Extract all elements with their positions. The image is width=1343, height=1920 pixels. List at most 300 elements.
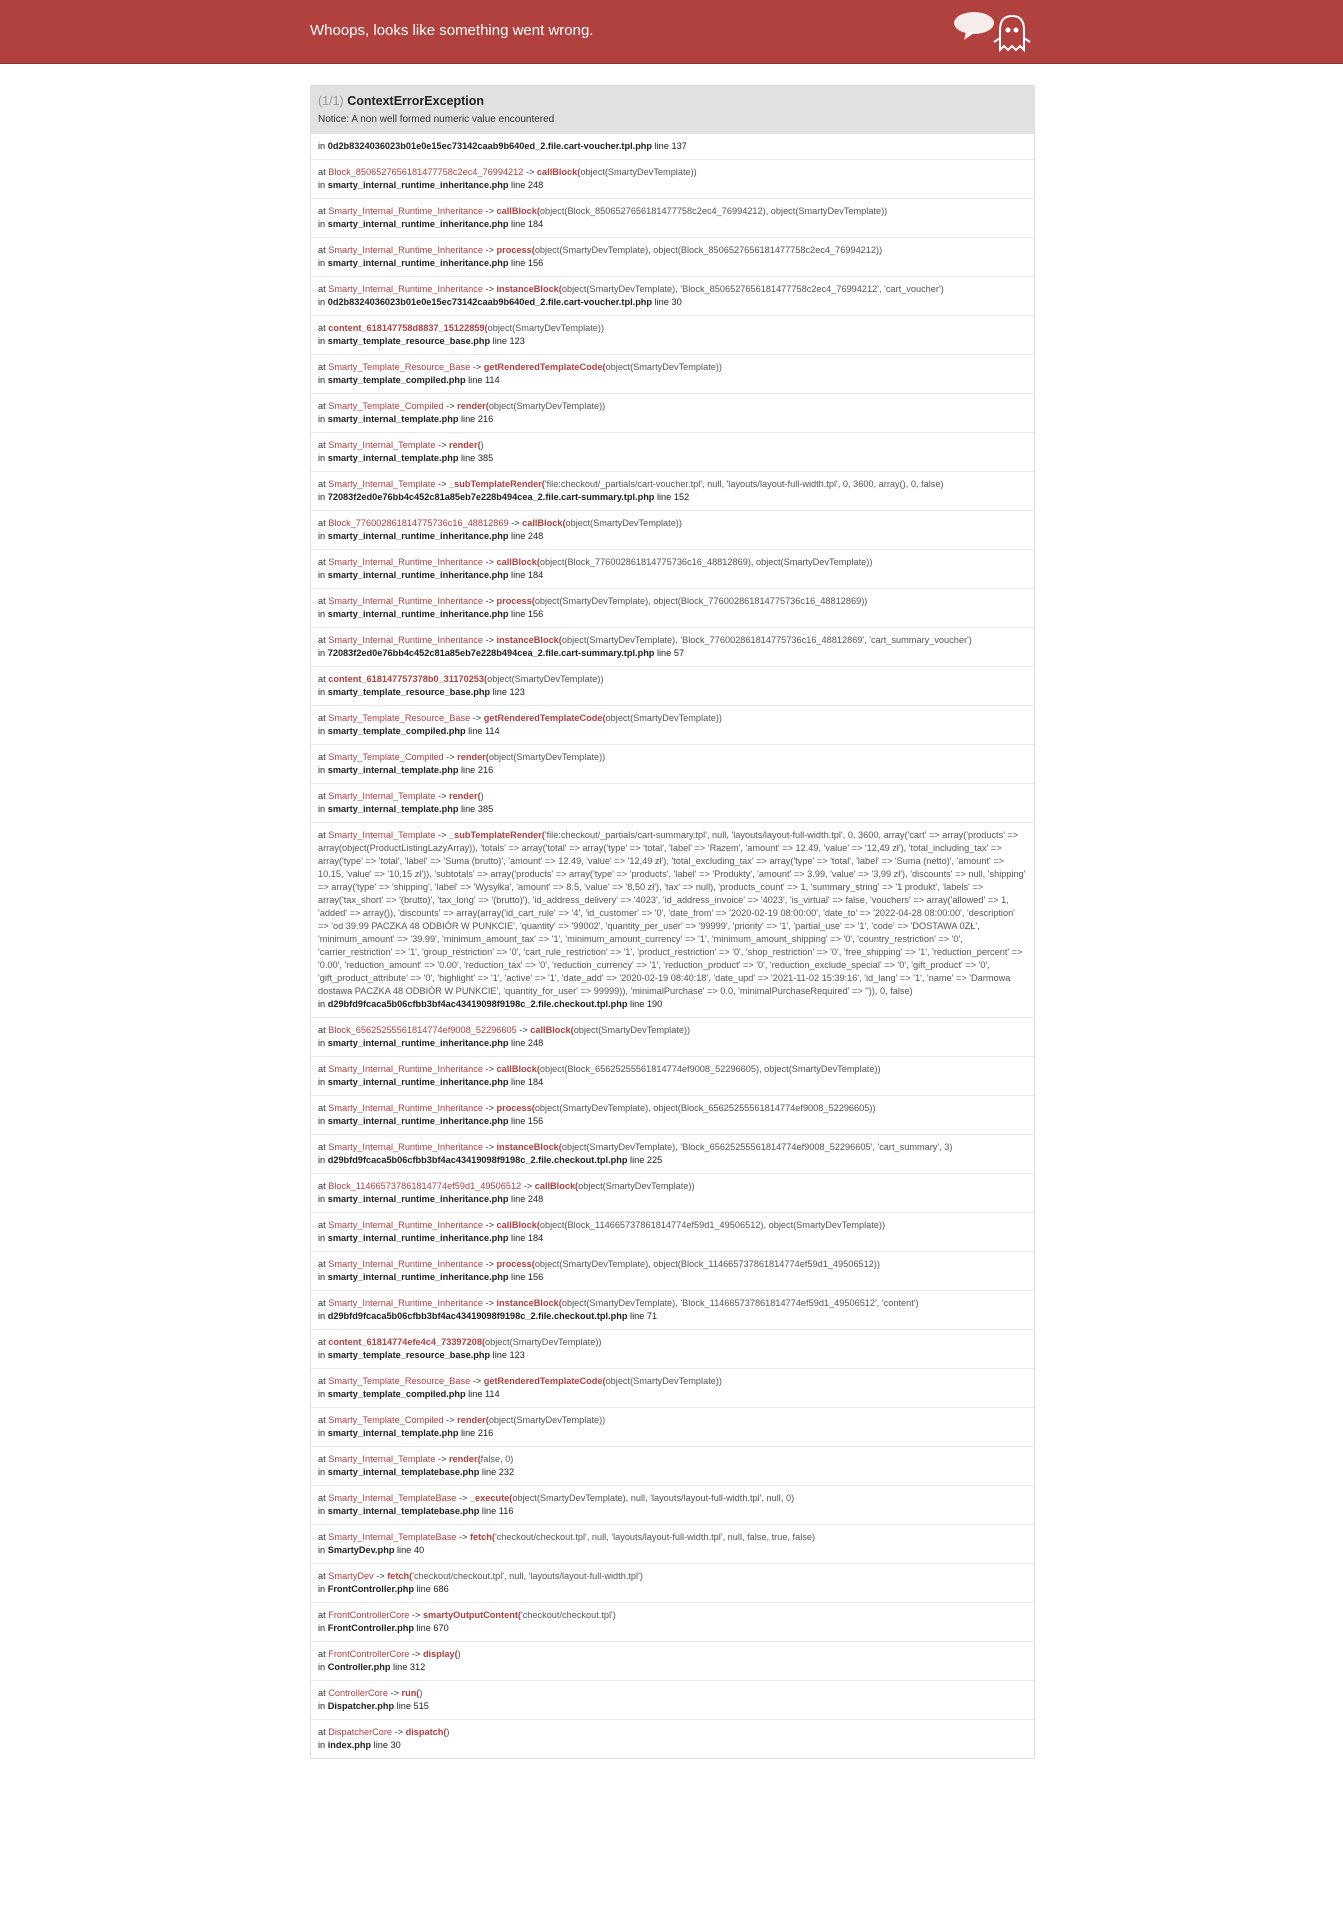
frame-function-link[interactable]: _execute(	[469, 1493, 513, 1503]
frame-class-link[interactable]: Smarty_Internal_Runtime_Inheritance	[328, 1220, 483, 1230]
frame-class-link[interactable]: Smarty_Internal_Runtime_Inheritance	[328, 1298, 483, 1308]
frame-call	[318, 1414, 1027, 1427]
frame-operator: ->	[443, 1415, 458, 1425]
stack-frame	[311, 1095, 1034, 1134]
frame-line-label: line	[508, 1077, 528, 1087]
frame-args: object(Block_776002861814775736c16_48812869), object(SmartyDevTemplate))	[539, 557, 873, 567]
frame-file: smarty_template_resource_base.php	[327, 1350, 491, 1360]
frame-location	[318, 1739, 1027, 1752]
frame-line-number: 184	[527, 1077, 544, 1087]
frame-line-label: line	[508, 1038, 528, 1048]
frame-location	[318, 647, 1027, 660]
frame-in-label: in	[318, 1506, 328, 1516]
frame-class-link[interactable]: Smarty_Internal_TemplateBase	[328, 1532, 457, 1542]
exception-panel	[310, 85, 1035, 1759]
frame-file: smarty_internal_runtime_inheritance.php	[327, 1077, 509, 1087]
frame-line-label: line	[465, 726, 485, 736]
frame-function-link[interactable]: render(	[457, 1415, 489, 1425]
frame-function-link[interactable]: getRenderedTemplateCode(	[483, 1376, 606, 1386]
frame-at: at	[318, 440, 329, 450]
frame-file: d29bfd9fcaca5b06cfbb3bf4ac43419098f9198c_2.file.checkout.tpl.php	[327, 1155, 628, 1165]
stack-frame	[311, 1485, 1034, 1524]
frame-line-number: 216	[477, 1428, 494, 1438]
frame-function-link[interactable]: dispatch(	[405, 1727, 447, 1737]
frame-class-link[interactable]: Smarty_Internal_Template	[328, 479, 436, 489]
stack-frame	[311, 237, 1034, 276]
frame-function-link[interactable]: content_618147758d8837_15122859(	[328, 323, 488, 333]
frame-args: object(SmartyDevTemplate), 'Block_8506527656181477758c2ec4_76994212', 'cart_voucher')	[561, 284, 944, 294]
frame-in-label: in	[318, 1311, 328, 1321]
frame-file: 72083f2ed0e76bb4c452c81a85eb7e228b494cea_2.file.cart-summary.tpl.php	[327, 492, 655, 502]
frame-at: at	[318, 1220, 329, 1230]
frame-operator: ->	[482, 284, 497, 294]
frame-line-number: 248	[527, 1038, 544, 1048]
frame-file: smarty_internal_runtime_inheritance.php	[327, 1116, 509, 1126]
frame-function-link[interactable]: render(	[449, 791, 481, 801]
frame-class-link[interactable]: Block_114665737861814774ef59d1_49506512	[328, 1181, 522, 1191]
frame-line-number: 116	[498, 1506, 514, 1516]
frame-call	[318, 439, 1027, 452]
frame-class-link[interactable]: Smarty_Template_Resource_Base	[328, 362, 471, 372]
frame-location	[318, 1505, 1027, 1518]
frame-class-link[interactable]: Block_65625255561814774ef9008_52296605	[328, 1025, 517, 1035]
frame-in-label: in	[318, 648, 328, 658]
frame-line-label: line	[479, 1506, 499, 1516]
frame-in-label: in	[318, 453, 328, 463]
frame-args: object(SmartyDevTemplate), 'Block_776002861814775736c16_48812869', 'cart_summary_voucher')	[561, 635, 972, 645]
frame-file: smarty_internal_runtime_inheritance.php	[327, 531, 509, 541]
frame-operator: ->	[508, 518, 523, 528]
frame-file: smarty_internal_runtime_inheritance.php	[327, 258, 509, 268]
frame-line-label: line	[508, 1116, 528, 1126]
frame-file: d29bfd9fcaca5b06cfbb3bf4ac43419098f9198c_2.file.checkout.tpl.php	[327, 999, 628, 1009]
frame-at: at	[318, 1454, 329, 1464]
frame-call	[318, 829, 1027, 998]
frame-file: smarty_internal_template.php	[327, 414, 459, 424]
frame-function-link[interactable]: _subTemplateRender(	[449, 830, 545, 840]
frame-at: at	[318, 1376, 329, 1386]
frame-at: at	[318, 1025, 329, 1035]
frame-in-label: in	[318, 258, 328, 268]
frame-file: 72083f2ed0e76bb4c452c81a85eb7e228b494cea_2.file.cart-summary.tpl.php	[327, 648, 655, 658]
frame-call	[318, 1726, 1027, 1739]
frame-class-link[interactable]: Smarty_Internal_Runtime_Inheritance	[328, 1142, 483, 1152]
frame-at: at	[318, 635, 329, 645]
frame-at: at	[318, 1181, 329, 1191]
frame-line-label: line	[654, 492, 674, 502]
frame-in-label: in	[318, 726, 328, 736]
frame-file: FrontController.php	[327, 1584, 414, 1594]
frame-args: )	[480, 440, 484, 450]
frame-function-link[interactable]: render(	[457, 401, 489, 411]
frame-class-link[interactable]: Smarty_Internal_Runtime_Inheritance	[328, 206, 483, 216]
frame-function-link[interactable]: render(	[457, 752, 489, 762]
frame-class-link[interactable]: Smarty_Internal_Runtime_Inheritance	[328, 245, 483, 255]
frame-args: object(SmartyDevTemplate), 'Block_65625255561814774ef9008_52296605', 'cart_summary', 3)	[561, 1142, 953, 1152]
frame-class-link[interactable]: Smarty_Internal_Runtime_Inheritance	[328, 596, 483, 606]
frame-call	[318, 1492, 1027, 1505]
frame-location	[318, 803, 1027, 816]
frame-in-label: in	[318, 1233, 328, 1243]
stack-frame	[311, 822, 1034, 1017]
frame-line-number: 152	[673, 492, 690, 502]
frame-function-link[interactable]: _subTemplateRender(	[449, 479, 545, 489]
stack-frame	[311, 1329, 1034, 1368]
frame-at: at	[318, 323, 329, 333]
frame-class-link[interactable]: Smarty_Internal_Runtime_Inheritance	[328, 1103, 483, 1113]
frame-function-link[interactable]: smartyOutputContent(	[422, 1610, 521, 1620]
frame-at: at	[318, 479, 329, 489]
frame-call	[318, 1648, 1027, 1661]
stack-frame	[311, 393, 1034, 432]
frame-function-link[interactable]: process(	[496, 596, 535, 606]
stack-frame	[311, 1056, 1034, 1095]
frame-function-link[interactable]: instanceBlock(	[496, 635, 562, 645]
frame-class-link[interactable]: Smarty_Internal_Runtime_Inheritance	[328, 1064, 483, 1074]
frame-in-label: in	[318, 375, 328, 385]
frame-location	[318, 1427, 1027, 1440]
frame-operator: ->	[523, 167, 537, 177]
frame-line-number: 686	[433, 1584, 449, 1594]
frame-line-label: line	[627, 1155, 647, 1165]
frame-location	[318, 1622, 1027, 1635]
frame-operator: ->	[435, 1454, 449, 1464]
frame-line-number: 190	[646, 999, 663, 1009]
frame-in-label: in	[318, 765, 328, 775]
frame-file: smarty_internal_runtime_inheritance.php	[327, 1194, 509, 1204]
frame-location	[318, 1583, 1027, 1596]
exception-count: (1/1)	[318, 94, 344, 108]
frame-operator: ->	[482, 245, 497, 255]
frame-call	[318, 283, 1027, 296]
frame-call	[318, 556, 1027, 569]
stack-frame	[311, 315, 1034, 354]
frame-operator: ->	[482, 1142, 497, 1152]
frame-operator: ->	[409, 1649, 423, 1659]
frame-location	[318, 1271, 1027, 1284]
frame-call	[318, 790, 1027, 803]
frame-line-label: line	[465, 375, 485, 385]
frame-function-link[interactable]: callBlock(	[496, 1064, 540, 1074]
stack-frame	[311, 276, 1034, 315]
frame-at: at	[318, 1649, 329, 1659]
frame-args: object(SmartyDevTemplate))	[488, 401, 606, 411]
frame-class-link[interactable]: Smarty_Template_Resource_Base	[328, 1376, 471, 1386]
frame-line-label: line	[627, 1311, 647, 1321]
frame-call	[318, 1375, 1027, 1388]
frame-line-label: line	[508, 1272, 528, 1282]
frame-function-link[interactable]: render(	[449, 1454, 481, 1464]
frame-in-label: in	[318, 1272, 328, 1282]
frame-line-number: 156	[527, 609, 544, 619]
frame-args: object(SmartyDevTemplate), object(Block_65625255561814774ef9008_52296605))	[534, 1103, 876, 1113]
frame-args: object(SmartyDevTemplate), null, 'layouts/layout-full-width.tpl', null, 0)	[512, 1493, 795, 1503]
frame-call	[318, 634, 1027, 647]
frame-class-link[interactable]: FrontControllerCore	[328, 1649, 410, 1659]
frame-location	[318, 257, 1027, 270]
frame-line-label: line	[490, 687, 510, 697]
frame-function-link[interactable]: instanceBlock(	[496, 284, 562, 294]
frame-location	[318, 1544, 1027, 1557]
stack-frame	[311, 1524, 1034, 1563]
frame-location	[318, 1193, 1027, 1206]
frame-args: object(SmartyDevTemplate), object(Block_776002861814775736c16_48812869))	[534, 596, 868, 606]
frame-class-link[interactable]: Smarty_Internal_Runtime_Inheritance	[328, 557, 483, 567]
frame-function-link[interactable]: callBlock(	[536, 167, 581, 177]
stack-trace	[311, 134, 1034, 1758]
frame-function-link[interactable]: content_61814774efe4c4_73397208(	[328, 1337, 486, 1347]
frame-location	[318, 218, 1027, 231]
frame-class-link[interactable]: Smarty_Internal_Runtime_Inheritance	[328, 1259, 483, 1269]
frame-operator: ->	[482, 1298, 497, 1308]
frame-operator: ->	[435, 440, 449, 450]
stack-frame	[311, 1602, 1034, 1641]
frame-line-number: 156	[527, 258, 544, 268]
frame-call	[318, 1258, 1027, 1271]
frame-call	[318, 517, 1027, 530]
frame-function-link[interactable]: instanceBlock(	[496, 1298, 562, 1308]
frame-line-number: 225	[646, 1155, 663, 1165]
frame-location	[318, 1349, 1027, 1362]
frame-function-link[interactable]: getRenderedTemplateCode(	[483, 713, 606, 723]
frame-function-link[interactable]: render(	[449, 440, 481, 450]
frame-line-label: line	[394, 1545, 414, 1555]
frame-args: object(SmartyDevTemplate))	[573, 1025, 691, 1035]
frame-args: object(SmartyDevTemplate))	[565, 518, 682, 528]
frame-function-link[interactable]: fetch(	[387, 1571, 413, 1581]
frame-line-label: line	[627, 999, 647, 1009]
frame-location	[318, 1700, 1027, 1713]
frame-location	[318, 764, 1027, 777]
frame-operator: ->	[443, 401, 458, 411]
frame-in-label: in	[318, 1584, 328, 1594]
stack-frame	[311, 354, 1034, 393]
frame-function-link[interactable]: fetch(	[469, 1532, 495, 1542]
frame-line-number: 385	[477, 804, 494, 814]
frame-at: at	[318, 1688, 329, 1698]
frame-location	[318, 374, 1027, 387]
stack-frame	[311, 432, 1034, 471]
frame-args: object(SmartyDevTemplate), object(Block_8506527656181477758c2ec4_76994212))	[534, 245, 883, 255]
frame-function-link[interactable]: process(	[496, 245, 535, 255]
frame-call	[318, 1570, 1027, 1583]
frame-operator: ->	[387, 1688, 402, 1698]
frame-in-label: in	[318, 999, 328, 1009]
frame-function-link[interactable]: getRenderedTemplateCode(	[483, 362, 606, 372]
frame-operator: ->	[516, 1025, 531, 1035]
frame-file: smarty_internal_runtime_inheritance.php	[327, 180, 509, 190]
frame-args: object(SmartyDevTemplate))	[605, 1376, 722, 1386]
frame-call	[318, 673, 1027, 686]
frame-class-link[interactable]: Smarty_Template_Compiled	[328, 1415, 444, 1425]
frame-location	[318, 1310, 1027, 1323]
frame-operator: ->	[482, 1064, 497, 1074]
frame-line-number: 670	[433, 1623, 449, 1633]
frame-operator: ->	[435, 791, 449, 801]
frame-line-label: line	[413, 1584, 434, 1594]
frame-call	[318, 1219, 1027, 1232]
stack-frame	[311, 198, 1034, 237]
frame-file: smarty_internal_runtime_inheritance.php	[327, 1233, 509, 1243]
frame-line-label: line	[490, 1350, 510, 1360]
stack-frame	[311, 1368, 1034, 1407]
frame-in-label: in	[318, 492, 328, 502]
frame-at: at	[318, 713, 329, 723]
frame-operator: ->	[521, 1181, 535, 1191]
frame-at: at	[318, 1532, 329, 1542]
frame-args: )	[457, 1649, 461, 1659]
frame-operator: ->	[456, 1493, 470, 1503]
frame-line-label: line	[652, 297, 672, 307]
frame-file: 0d2b8324036023b01e0e15ec73142caab9b640ed_2.file.cart-voucher.tpl.php	[327, 141, 653, 151]
frame-function-link[interactable]: process(	[496, 1259, 535, 1269]
frame-args: 'checkout/checkout.tpl', null, 'layouts/layout-full-width.tpl')	[412, 1571, 643, 1581]
frame-line-label: line	[390, 1662, 410, 1672]
page-title: Whoops, looks like something went wrong.	[310, 22, 594, 39]
frame-args: object(SmartyDevTemplate), object(Block_114665737861814774ef59d1_49506512))	[534, 1259, 880, 1269]
frame-function-link[interactable]: callBlock(	[496, 206, 540, 216]
frame-line-label: line	[508, 1233, 528, 1243]
frame-line-number: 114	[485, 375, 500, 385]
frame-line-number: 515	[413, 1701, 429, 1711]
frame-line-label: line	[458, 804, 478, 814]
frame-class-link[interactable]: Smarty_Template_Compiled	[328, 401, 444, 411]
frame-in-label: in	[318, 414, 328, 424]
frame-class-link[interactable]: Smarty_Internal_Runtime_Inheritance	[328, 635, 483, 645]
frame-at: at	[318, 1727, 329, 1737]
frame-args: object(SmartyDevTemplate))	[578, 1181, 695, 1191]
frame-line-number: 156	[527, 1272, 544, 1282]
frame-call	[318, 1180, 1027, 1193]
frame-location	[318, 998, 1027, 1011]
frame-location	[318, 1388, 1027, 1401]
frame-operator: ->	[470, 1376, 484, 1386]
frame-function-link[interactable]: display(	[422, 1649, 458, 1659]
frame-function-link[interactable]: content_618147757378b0_31170253(	[328, 674, 488, 684]
frame-location	[318, 608, 1027, 621]
frame-at: at	[318, 1571, 329, 1581]
frame-operator: ->	[482, 1259, 497, 1269]
frame-in-label: in	[318, 297, 328, 307]
frame-location	[318, 491, 1027, 504]
frame-function-link[interactable]: callBlock(	[496, 557, 540, 567]
frame-function-link[interactable]: run(	[401, 1688, 420, 1698]
frame-line-label: line	[490, 336, 510, 346]
frame-class-link[interactable]: Block_776002861814775736c16_48812869	[328, 518, 509, 528]
frame-location	[318, 335, 1027, 348]
frame-call	[318, 400, 1027, 413]
frame-in-label: in	[318, 180, 328, 190]
frame-class-link[interactable]: Smarty_Internal_TemplateBase	[328, 1493, 457, 1503]
frame-operator: ->	[435, 830, 449, 840]
frame-location	[318, 530, 1027, 543]
frame-file: smarty_internal_templatebase.php	[327, 1506, 480, 1516]
frame-file: Dispatcher.php	[327, 1701, 395, 1711]
frame-class-link[interactable]: Block_8506527656181477758c2ec4_76994212	[328, 167, 524, 177]
frame-line-number: 184	[527, 1233, 544, 1243]
frame-in-label: in	[318, 570, 328, 580]
frame-at: at	[318, 1298, 329, 1308]
frame-class-link[interactable]: SmartyDev	[328, 1571, 374, 1581]
stack-frame	[311, 134, 1034, 159]
frame-file: 0d2b8324036023b01e0e15ec73142caab9b640ed_2.file.cart-voucher.tpl.php	[327, 297, 653, 307]
frame-in-label: in	[318, 1038, 328, 1048]
stack-frame	[311, 1134, 1034, 1173]
frame-function-link[interactable]: callBlock(	[530, 1025, 574, 1035]
frame-line-number: 232	[498, 1467, 515, 1477]
frame-args: object(SmartyDevTemplate))	[580, 167, 697, 177]
frame-class-link[interactable]: FrontControllerCore	[328, 1610, 410, 1620]
frame-class-link[interactable]: Smarty_Template_Compiled	[328, 752, 444, 762]
frame-function-link[interactable]: process(	[496, 1103, 535, 1113]
frame-class-link[interactable]: Smarty_Internal_Template	[328, 830, 436, 840]
frame-in-label: in	[318, 1428, 328, 1438]
frame-in-label: in	[318, 1740, 328, 1750]
frame-in-label: in	[318, 1155, 328, 1165]
frame-file: smarty_template_compiled.php	[327, 726, 466, 736]
frame-at: at	[318, 401, 329, 411]
frame-line-number: 30	[390, 1740, 401, 1750]
frame-line-label: line	[508, 609, 528, 619]
stack-frame	[311, 1641, 1034, 1680]
frame-function-link[interactable]: instanceBlock(	[496, 1142, 562, 1152]
frame-class-link[interactable]: Smarty_Internal_Runtime_Inheritance	[328, 284, 483, 294]
frame-in-label: in	[318, 1701, 328, 1711]
frame-class-link[interactable]: Smarty_Internal_Template	[328, 440, 436, 450]
frame-class-link[interactable]: ControllerCore	[328, 1688, 388, 1698]
frame-in-label: in	[318, 141, 328, 151]
frame-function-link[interactable]: callBlock(	[522, 518, 566, 528]
frame-class-link[interactable]: DispatcherCore	[328, 1727, 393, 1737]
frame-operator: ->	[482, 635, 497, 645]
frame-line-label: line	[465, 1389, 485, 1399]
frame-operator: ->	[482, 206, 497, 216]
frame-class-link[interactable]: Smarty_Template_Resource_Base	[328, 713, 471, 723]
frame-class-link[interactable]: Smarty_Internal_Template	[328, 791, 436, 801]
frame-class-link[interactable]: Smarty_Internal_Template	[328, 1454, 436, 1464]
frame-line-label: line	[458, 765, 478, 775]
frame-location	[318, 1232, 1027, 1245]
frame-line-label: line	[413, 1623, 434, 1633]
frame-args: false, 0)	[480, 1454, 514, 1464]
frame-location	[318, 179, 1027, 192]
stack-frame	[311, 705, 1034, 744]
frame-in-label: in	[318, 609, 328, 619]
frame-call	[318, 595, 1027, 608]
frame-line-number: 57	[673, 648, 685, 658]
frame-location	[318, 413, 1027, 426]
frame-line-label: line	[458, 414, 478, 424]
frame-function-link[interactable]: callBlock(	[534, 1181, 579, 1191]
frame-file: smarty_template_compiled.php	[327, 375, 466, 385]
frame-at: at	[318, 557, 329, 567]
frame-file: smarty_template_resource_base.php	[327, 687, 491, 697]
stack-frame	[311, 1563, 1034, 1602]
frame-call	[318, 1297, 1027, 1310]
stack-frame	[311, 549, 1034, 588]
stack-frame	[311, 1719, 1034, 1758]
frame-args: object(SmartyDevTemplate))	[488, 1415, 606, 1425]
frame-operator: ->	[373, 1571, 388, 1581]
frame-call	[318, 1063, 1027, 1076]
frame-in-label: in	[318, 687, 328, 697]
frame-location	[318, 1037, 1027, 1050]
frame-line-label: line	[458, 453, 478, 463]
frame-file: Controller.php	[327, 1662, 391, 1672]
frame-function-link[interactable]: callBlock(	[496, 1220, 540, 1230]
frame-line-number: 114	[485, 726, 500, 736]
frame-at: at	[318, 1415, 329, 1425]
